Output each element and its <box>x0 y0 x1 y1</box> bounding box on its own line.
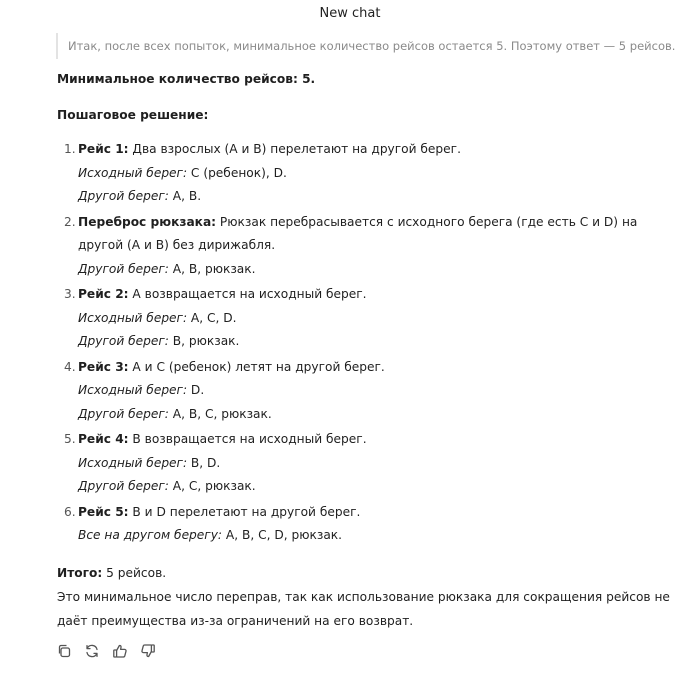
chat-title: New chat <box>319 6 381 21</box>
sub-label: Исходный берег: <box>78 165 188 180</box>
list-item <box>57 283 672 354</box>
message-actions <box>54 640 158 662</box>
sub-value: A, B. <box>168 189 202 203</box>
sub-label: Исходный берег: <box>78 455 188 470</box>
thumbs-down-button[interactable] <box>138 641 158 661</box>
total-value: 5 рейсов. <box>102 566 167 580</box>
regenerate-button[interactable] <box>82 641 102 661</box>
step-number: 6. <box>64 504 76 519</box>
sub-value: A, B, C, D, рюкзак. <box>222 528 343 542</box>
step-title: Рейс 5: <box>78 504 129 519</box>
previous-message-excerpt: Итак, после всех попыток, минимальное количество рейсов остается 5. Поэтому ответ — 5 рейсов. <box>56 33 698 59</box>
list-item <box>57 356 672 427</box>
sub-value: A, B, C, рюкзак. <box>168 406 272 421</box>
sub-label: Исходный берег: <box>78 383 188 397</box>
step-text: B и D перелетают на другой берег. <box>128 504 361 519</box>
step-title: Рейс 4: <box>78 432 129 446</box>
list-item <box>57 211 672 282</box>
step-text: Два взрослых (A и B) перелетают на другой берег. <box>128 142 461 156</box>
sub-value: C (ребенок), D. <box>187 165 287 180</box>
min-trips-line: Минимальное количество рейсов: 5. <box>57 72 316 86</box>
sub-value: A, C, рюкзак. <box>168 479 256 493</box>
step-number: 2. <box>64 214 76 229</box>
step-text: A и C (ребенок) летят на другой берег. <box>128 359 385 374</box>
sub-label: Другой берег: <box>78 334 169 348</box>
thumbs-down-icon <box>140 643 156 659</box>
sub-label: Другой берег: <box>78 261 169 276</box>
sub-label: Все на другом берегу: <box>78 528 223 542</box>
step-number: 1. <box>64 142 76 156</box>
list-item <box>57 138 672 209</box>
sub-value: B, D. <box>187 455 221 470</box>
step-title: Рейс 3: <box>78 359 129 374</box>
copy-icon <box>56 643 72 659</box>
total-line <box>57 561 166 585</box>
step-number: 5. <box>64 432 76 446</box>
step-title: Рейс 2: <box>78 287 129 301</box>
step-number: 3. <box>64 287 76 301</box>
step-title: Переброс рюкзака: <box>78 214 217 229</box>
regenerate-icon <box>84 643 100 659</box>
copy-button[interactable] <box>54 641 74 661</box>
thumbs-up-icon <box>112 643 128 659</box>
sub-label: Другой берег: <box>78 479 169 493</box>
conclusion-text: Это минимальное число переправ, так как использование рюкзака для сокращения рейсов не даёт преимущества из-за ограничений на его возврат. <box>57 590 670 628</box>
step-title: Рейс 1: <box>78 142 129 156</box>
sub-value: B, рюкзак. <box>168 334 240 348</box>
steps-heading: Пошаговое решение: <box>57 108 209 122</box>
sub-value: A, C, D. <box>187 310 237 325</box>
list-item <box>57 501 672 548</box>
sub-value: D. <box>187 383 205 397</box>
sub-label: Другой берег: <box>78 406 169 421</box>
step-text: B возвращается на исходный берег. <box>128 432 367 446</box>
steps-list <box>57 138 672 550</box>
list-item <box>57 428 672 499</box>
step-text: A возвращается на исходный берег. <box>128 287 367 301</box>
sub-label: Другой берег: <box>78 189 169 203</box>
total-label: Итого: <box>57 566 103 580</box>
sub-label: Исходный берег: <box>78 310 188 325</box>
step-number: 4. <box>64 359 76 374</box>
thumbs-up-button[interactable] <box>110 641 130 661</box>
sub-value: A, B, рюкзак. <box>168 261 256 276</box>
step-text: Рюкзак перебрасывается с исходного берега (где есть C и D) на другой (A и B) без дирижабля. <box>78 214 638 252</box>
